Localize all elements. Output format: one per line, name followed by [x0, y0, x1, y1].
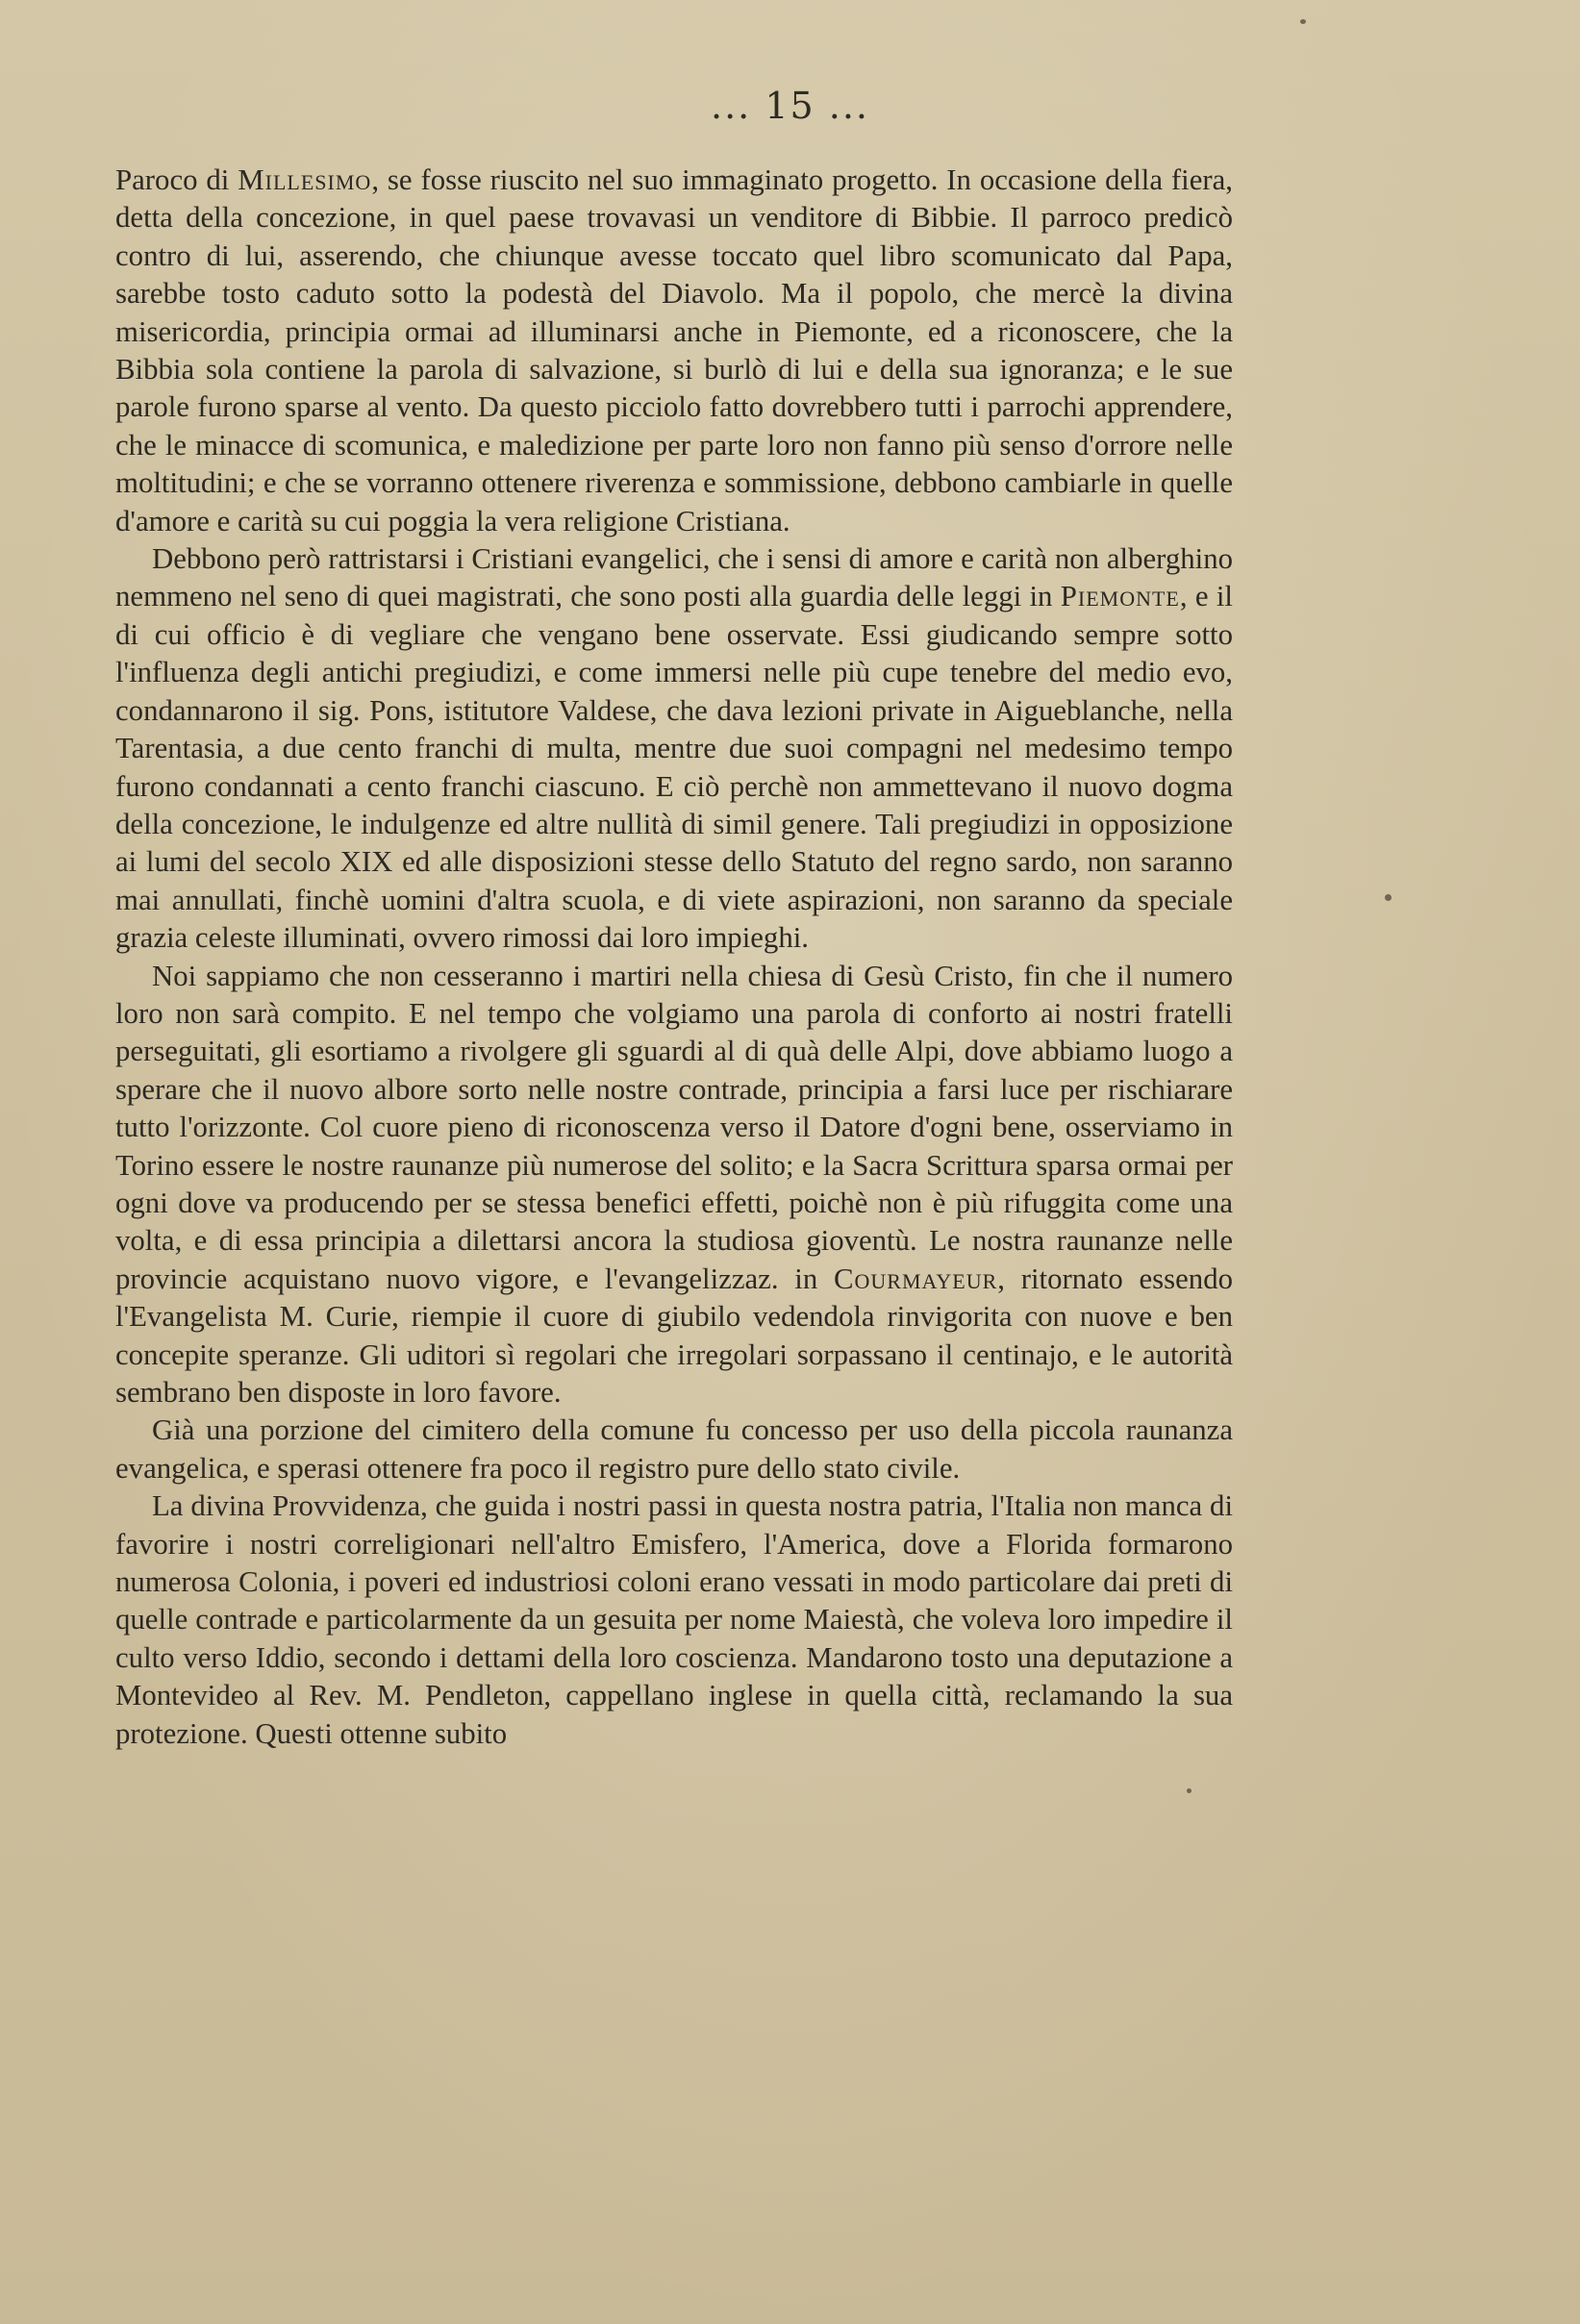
paragraph-3	[115, 958, 1233, 1412]
place-name-courmayeur: Courmayeur	[833, 1262, 998, 1295]
paragraph-5	[115, 1487, 1233, 1753]
paragraph-2	[115, 540, 1233, 957]
text-run: Paroco di	[115, 163, 238, 196]
paper-speck	[1385, 894, 1392, 901]
text-run: , ritornato essendo l'Evangelista M. Curie, riempie il cuore di giubilo vedendola rinvigorita con nuove e ben concepite speranze. Gli uditori sì regolari che irregolari sorpassano il centinajo, e le autorità sembrano ben disposte in loro favore.	[115, 1262, 1233, 1409]
text-run: Noi sappiamo che non cesseranno i martiri nella chiesa di Gesù Cristo, fin che il numero loro non sarà compito. E nel tempo che volgiamo una parola di conforto ai nostri fratelli perseguitati, gli esortiamo a rivolgere gli sguardi al di quà delle Alpi, dove abbiamo luogo a sperare che il nuovo albore sorto nelle nostre contrade, principia a farsi luce per rischiarare tutto l'orizzonte. Col cuore pieno di riconoscenza verso il Datore d'ogni bene, osserviamo in Torino essere le nostre raunanze più numerose del solito; e la Sacra Scrittura sparsa ormai per ogni dove va producendo per se stessa benefici effetti, poichè non è più rifuggita come una volta, e di essa principia a dilettarsi ancora la studiosa gioventù. Le nostra raunanze nelle provincie acquistano nuovo vigore, e l'evangelizzaz. in	[115, 959, 1233, 1295]
paper-speck	[1187, 1788, 1191, 1793]
page-number: ... 15 ...	[711, 85, 869, 127]
text-run: Già una porzione del cimitero della comune fu concesso per uso della piccola raunanza evangelica, e sperasi ottenere fra poco il registro pure dello stato civile.	[115, 1413, 1233, 1485]
text-run: La divina Provvidenza, che guida i nostri passi in questa nostra patria, l'Italia non manca di favorire i nostri correligionari nell'altro Emisfero, l'America, dove a Florida formarono numerosa Colonia, i poveri ed industriosi coloni erano vessati in modo particolare dai preti di quelle contrade e particolarmente da un gesuita per nome Maiestà, che voleva loro impedire il culto verso Iddio, secondo i dettami della loro coscienza. Mandarono tosto una deputazione a Montevideo al Rev. M. Pendleton, cappellano inglese in quella città, reclamando la sua protezione. Questi ottenne subito	[115, 1489, 1233, 1750]
paragraph-1	[115, 162, 1233, 540]
place-name-millesimo: Millesimo	[238, 163, 372, 196]
text-run: , e il di cui officio è di vegliare che vengano bene osservate. Essi giudicando sempre sotto l'influenza degli antichi pregiudizi, e come immersi nelle più cupe tenebre del medio evo, condannarono il sig. Pons, istitutore Valdese, che dava lezioni private in Aigueblanche, nella Tarentasia, a due cento franchi di multa, mentre due suoi compagni nel medesimo tempo furono condannati a cento franchi ciascuno. E ciò perchè non ammettevano il nuovo dogma della concezione, le indulgenze ed altre nullità di simil genere. Tali pregiudizi in opposizione ai lumi del secolo XIX ed alle disposizioni stesse dello Statuto del regno sardo, non saranno mai annullati, finchè uomini d'altra scuola, e di viete aspirazioni, non saranno da speciale grazia celeste illuminati, ovvero rimossi dai loro impieghi.	[115, 580, 1233, 955]
place-name-piemonte: Piemonte	[1060, 580, 1180, 613]
text-run: , se fosse riuscito nel suo immaginato progetto. In occasione della fiera, detta della concezione, in quel paese trovavasi un venditore di Bibbie. Il parroco predicò contro di lui, asserendo, che chiunque avesse toccato quel libro scomunicato dal Papa, sarebbe tosto caduto sotto la podestà del Diavolo. Ma il popolo, che mercè la divina misericordia, principia ormai ad illuminarsi anche in Piemonte, ed a riconoscere, che la Bibbia sola contiene la parola di salvazione, si burlò di lui e della sua ignoranza; e le sue parole furono sparse al vento. Da questo picciolo fatto dovrebbero tutti i parrochi apprendere, che le minacce di scomunica, e maledizione per parte loro non fanno più senso d'orrore nelle moltitudini; e che se vorranno ottenere riverenza e sommissione, debbono cambiarle in quelle d'amore e carità su cui poggia la vera religione Cristiana.	[115, 163, 1233, 537]
body-text	[115, 162, 1233, 1753]
paragraph-4	[115, 1412, 1233, 1487]
paper-speck	[1300, 19, 1306, 24]
text-run: Debbono però rattristarsi i Cristiani evangelici, che i sensi di amore e carità non alberghino nemmeno nel seno di quei magistrati, che sono posti alla guardia delle leggi in	[115, 542, 1233, 613]
